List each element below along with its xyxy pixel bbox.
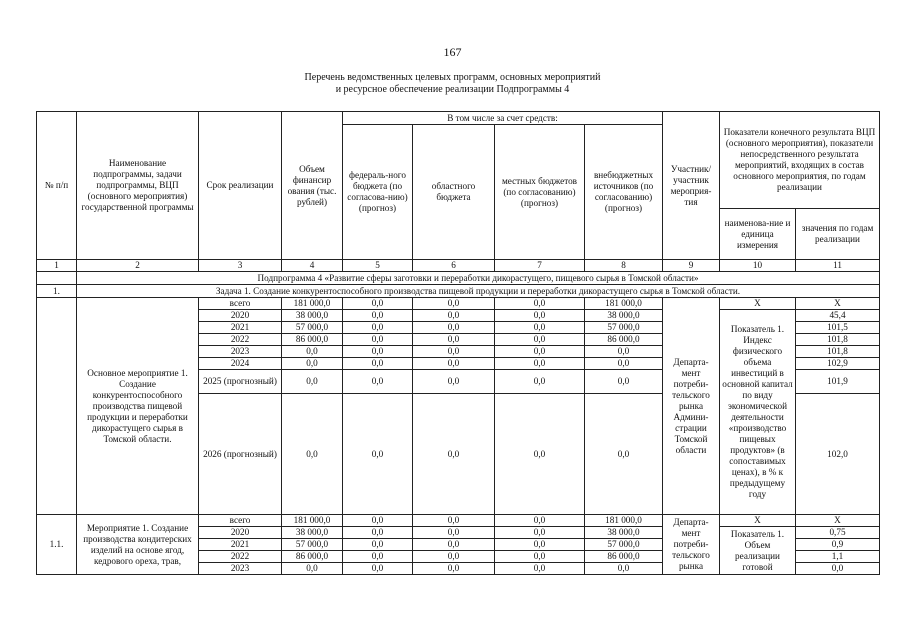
federal-cell: 0,0 bbox=[343, 310, 413, 322]
event-1-1-no: 1.1. bbox=[37, 515, 77, 575]
local-cell: 0,0 bbox=[495, 322, 585, 334]
volume-cell: 86 000,0 bbox=[282, 334, 343, 346]
regional-cell: 0,0 bbox=[413, 310, 495, 322]
main-event-row bbox=[37, 298, 880, 310]
indicator-value-cell: 101,8 bbox=[796, 334, 880, 346]
program-table bbox=[36, 111, 880, 575]
subprogram-title: Подпрограмма 4 «Развитие сферы заготовки и переработки дикорастущего, пищевого сырья в Томской области» bbox=[77, 272, 880, 285]
title-line-1: Перечень ведомственных целевых программ, основных мероприятий bbox=[304, 72, 601, 83]
regional-cell: 0,0 bbox=[413, 539, 495, 551]
regional-cell: 0,0 bbox=[413, 298, 495, 310]
header-volume: Объем финансир ования (тыс. рублей) bbox=[282, 112, 343, 260]
header-name: Наименование подпрограммы, задачи подпрограммы, ВЦП (основного мероприятия) государственной программы bbox=[77, 112, 199, 260]
federal-cell: 0,0 bbox=[343, 298, 413, 310]
local-cell: 0,0 bbox=[495, 298, 585, 310]
indicator-value-cell: Х bbox=[796, 515, 880, 527]
volume-cell: 0,0 bbox=[282, 346, 343, 358]
volume-cell: 57 000,0 bbox=[282, 322, 343, 334]
main-event-name: Основное мероприятие 1. Создание конкурентоспособного производства пищевой продукции и переработки дикорастущего сырья в Томской области. bbox=[77, 298, 199, 515]
volume-cell: 86 000,0 bbox=[282, 551, 343, 563]
header-indicator-name: наименова-ние и единица измерения bbox=[720, 209, 796, 260]
column-number: 9 bbox=[663, 260, 720, 272]
regional-cell: 0,0 bbox=[413, 334, 495, 346]
term-cell: 2021 bbox=[199, 322, 282, 334]
volume-cell: 181 000,0 bbox=[282, 515, 343, 527]
header-no: № п/п bbox=[37, 112, 77, 260]
volume-cell: 0,0 bbox=[282, 394, 343, 515]
volume-cell: 57 000,0 bbox=[282, 539, 343, 551]
task-no: 1. bbox=[37, 285, 77, 298]
task-row bbox=[37, 285, 880, 298]
event-1-1-name: Мероприятие 1. Создание производства кондитерских изделий на основе ягод, кедрового ореха, трав, bbox=[77, 515, 199, 575]
main-event-participant: Департа-мент потреби-тельского рынка Админи-страции Томской области bbox=[663, 298, 720, 515]
federal-cell: 0,0 bbox=[343, 563, 413, 575]
federal-cell: 0,0 bbox=[343, 322, 413, 334]
term-cell: 2021 bbox=[199, 539, 282, 551]
local-cell: 0,0 bbox=[495, 394, 585, 515]
local-cell: 0,0 bbox=[495, 515, 585, 527]
term-cell: 2026 (прогнозный) bbox=[199, 394, 282, 515]
local-cell: 0,0 bbox=[495, 358, 585, 370]
term-cell: 2022 bbox=[199, 551, 282, 563]
volume-cell: 0,0 bbox=[282, 358, 343, 370]
indicator-value-cell: 102,0 bbox=[796, 394, 880, 515]
indicator-value-cell: 101,5 bbox=[796, 322, 880, 334]
extra-cell: 181 000,0 bbox=[585, 515, 663, 527]
subprogram-row bbox=[37, 272, 880, 285]
regional-cell: 0,0 bbox=[413, 551, 495, 563]
regional-cell: 0,0 bbox=[413, 346, 495, 358]
regional-cell: 0,0 bbox=[413, 394, 495, 515]
header-local: местных бюджетов (по согласованию) (прогноз) bbox=[495, 125, 585, 260]
column-number: 7 bbox=[495, 260, 585, 272]
column-number: 3 bbox=[199, 260, 282, 272]
header-sources: В том числе за счет средств: bbox=[343, 112, 663, 125]
main-event-no bbox=[37, 298, 77, 515]
program-table-container bbox=[36, 111, 880, 575]
federal-cell: 0,0 bbox=[343, 527, 413, 539]
column-number: 8 bbox=[585, 260, 663, 272]
local-cell: 0,0 bbox=[495, 527, 585, 539]
volume-cell: 38 000,0 bbox=[282, 310, 343, 322]
term-cell: 2022 bbox=[199, 334, 282, 346]
local-cell: 0,0 bbox=[495, 334, 585, 346]
indicator-value-cell: 101,9 bbox=[796, 370, 880, 394]
event-1-1-row bbox=[37, 515, 880, 527]
column-number: 1 bbox=[37, 260, 77, 272]
term-cell: 2025 (прогнозный) bbox=[199, 370, 282, 394]
volume-cell: 0,0 bbox=[282, 563, 343, 575]
regional-cell: 0,0 bbox=[413, 322, 495, 334]
regional-cell: 0,0 bbox=[413, 515, 495, 527]
event-1-1-participant: Департа-мент потреби-тельского рынка bbox=[663, 515, 720, 575]
extra-cell: 38 000,0 bbox=[585, 310, 663, 322]
extra-cell: 57 000,0 bbox=[585, 322, 663, 334]
local-cell: 0,0 bbox=[495, 551, 585, 563]
extra-cell: 38 000,0 bbox=[585, 527, 663, 539]
term-cell: 2024 bbox=[199, 358, 282, 370]
indicator-value-cell: 102,9 bbox=[796, 358, 880, 370]
federal-cell: 0,0 bbox=[343, 394, 413, 515]
column-number: 2 bbox=[77, 260, 199, 272]
regional-cell: 0,0 bbox=[413, 358, 495, 370]
indicator-value-cell: 101,8 bbox=[796, 346, 880, 358]
title-line-2: и ресурсное обеспечение реализации Подпрограммы 4 bbox=[335, 84, 570, 95]
federal-cell: 0,0 bbox=[343, 539, 413, 551]
header-row-1 bbox=[37, 112, 880, 125]
extra-cell: 0,0 bbox=[585, 358, 663, 370]
extra-cell: 86 000,0 bbox=[585, 334, 663, 346]
task-title: Задача 1. Создание конкурентоспособного производства пищевой продукции и переработки дикорастущего сырья в Томской области. bbox=[77, 285, 880, 298]
local-cell: 0,0 bbox=[495, 539, 585, 551]
local-cell: 0,0 bbox=[495, 563, 585, 575]
federal-cell: 0,0 bbox=[343, 551, 413, 563]
volume-cell: 0,0 bbox=[282, 370, 343, 394]
regional-cell: 0,0 bbox=[413, 527, 495, 539]
indicator-value-cell: 45,4 bbox=[796, 310, 880, 322]
federal-cell: 0,0 bbox=[343, 346, 413, 358]
extra-cell: 0,0 bbox=[585, 370, 663, 394]
column-number: 11 bbox=[796, 260, 880, 272]
term-cell: всего bbox=[199, 515, 282, 527]
local-cell: 0,0 bbox=[495, 346, 585, 358]
indicator-value-cell: 0,0 bbox=[796, 563, 880, 575]
extra-cell: 181 000,0 bbox=[585, 298, 663, 310]
regional-cell: 0,0 bbox=[413, 370, 495, 394]
regional-cell: 0,0 bbox=[413, 563, 495, 575]
volume-cell: 38 000,0 bbox=[282, 527, 343, 539]
extra-cell: 0,0 bbox=[585, 394, 663, 515]
column-numbers-row bbox=[37, 260, 880, 272]
volume-cell: 181 000,0 bbox=[282, 298, 343, 310]
header-indicators: Показатели конечного результата ВЦП (основного мероприятия), показатели непосредственного результата мероприятий, входящих в состав основного мероприятия, по годам реализации bbox=[720, 112, 880, 209]
header-term: Срок реализации bbox=[199, 112, 282, 260]
federal-cell: 0,0 bbox=[343, 358, 413, 370]
column-number: 4 bbox=[282, 260, 343, 272]
extra-cell: 0,0 bbox=[585, 563, 663, 575]
local-cell: 0,0 bbox=[495, 370, 585, 394]
extra-cell: 86 000,0 bbox=[585, 551, 663, 563]
indicator-value-cell: 1,1 bbox=[796, 551, 880, 563]
header-participant: Участник/ участник мероприя-тия bbox=[663, 112, 720, 260]
header-indicator-values: значения по годам реализации bbox=[796, 209, 880, 260]
subprogram-no bbox=[37, 272, 77, 285]
term-cell: 2023 bbox=[199, 563, 282, 575]
indicator-value-cell: Х bbox=[796, 298, 880, 310]
page-number: 167 bbox=[443, 45, 462, 59]
federal-cell: 0,0 bbox=[343, 370, 413, 394]
term-cell: 2020 bbox=[199, 310, 282, 322]
extra-cell: 0,0 bbox=[585, 346, 663, 358]
indicator-value-cell: 0,9 bbox=[796, 539, 880, 551]
document-title bbox=[0, 72, 905, 96]
indicator-value-cell: 0,75 bbox=[796, 527, 880, 539]
header-extra: внебюджетных источников (по согласованию) (прогноз) bbox=[585, 125, 663, 260]
header-regional: областного бюджета bbox=[413, 125, 495, 260]
federal-cell: 0,0 bbox=[343, 334, 413, 346]
indicator-name-cell: Х bbox=[720, 298, 796, 310]
term-cell: всего bbox=[199, 298, 282, 310]
federal-cell: 0,0 bbox=[343, 515, 413, 527]
header-federal: федераль-ного бюджета (по согласова-нию) (прогноз) bbox=[343, 125, 413, 260]
term-cell: 2023 bbox=[199, 346, 282, 358]
local-cell: 0,0 bbox=[495, 310, 585, 322]
term-cell: 2020 bbox=[199, 527, 282, 539]
main-event-indicator-name: Показатель 1. Индекс физического объема инвестиций в основной капитал по виду экономической деятельности «производство пищевых продуктов» (в сопоставимых ценах), в % к предыдущему году bbox=[720, 310, 796, 515]
column-number: 5 bbox=[343, 260, 413, 272]
event-1-1-indicator-name: Показатель 1. Объем реализации готовой bbox=[720, 527, 796, 575]
indicator-name-cell: Х bbox=[720, 515, 796, 527]
column-number: 10 bbox=[720, 260, 796, 272]
extra-cell: 57 000,0 bbox=[585, 539, 663, 551]
column-number: 6 bbox=[413, 260, 495, 272]
